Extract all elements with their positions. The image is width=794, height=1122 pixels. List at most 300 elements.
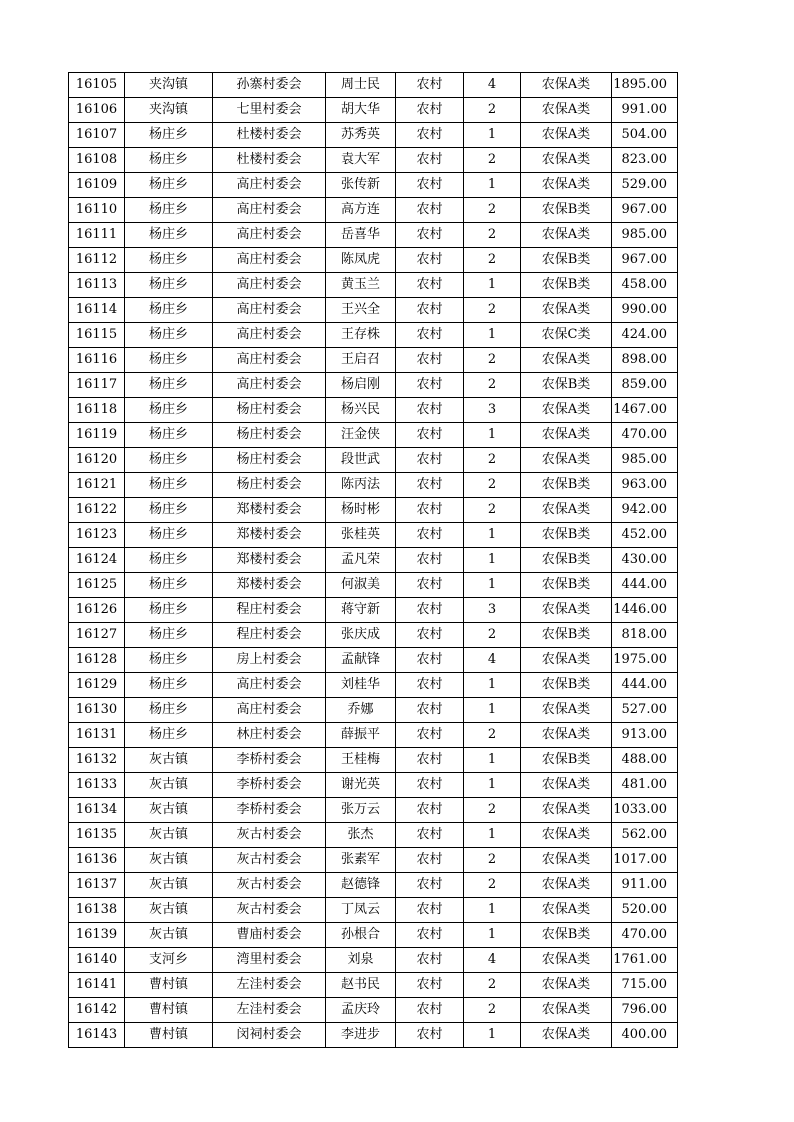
village-committee-cell: 高庄村委会 [213, 348, 326, 373]
person-name-cell: 蒋守新 [326, 598, 396, 623]
household-type-cell: 农村 [396, 523, 464, 548]
township-cell: 杨庄乡 [125, 648, 213, 673]
table-row [69, 598, 678, 623]
table-row [69, 748, 678, 773]
insurance-category-cell: 农保A类 [521, 98, 612, 123]
table-row [69, 948, 678, 973]
township-cell: 杨庄乡 [125, 473, 213, 498]
township-cell: 曹村镇 [125, 1023, 213, 1048]
township-cell: 灰古镇 [125, 898, 213, 923]
record-id-cell: 16133 [69, 773, 125, 798]
family-size-cell: 2 [464, 198, 521, 223]
village-committee-cell: 郑楼村委会 [213, 498, 326, 523]
township-cell: 杨庄乡 [125, 123, 213, 148]
insurance-category-cell: 农保B类 [521, 273, 612, 298]
insurance-category-cell: 农保A类 [521, 598, 612, 623]
table-row [69, 623, 678, 648]
amount-cell: 818.00 [612, 623, 678, 648]
township-cell: 杨庄乡 [125, 673, 213, 698]
insurance-category-cell: 农保A类 [521, 898, 612, 923]
family-size-cell: 2 [464, 623, 521, 648]
insurance-category-cell: 农保A类 [521, 698, 612, 723]
amount-cell: 444.00 [612, 673, 678, 698]
family-size-cell: 2 [464, 473, 521, 498]
insurance-category-cell: 农保A类 [521, 723, 612, 748]
insurance-category-cell: 农保A类 [521, 773, 612, 798]
village-committee-cell: 高庄村委会 [213, 298, 326, 323]
village-committee-cell: 灰古村委会 [213, 848, 326, 873]
person-name-cell: 李进步 [326, 1023, 396, 1048]
insurance-category-cell: 农保B类 [521, 373, 612, 398]
village-committee-cell: 林庄村委会 [213, 723, 326, 748]
insurance-category-cell: 农保A类 [521, 823, 612, 848]
household-type-cell: 农村 [396, 198, 464, 223]
record-id-cell: 16119 [69, 423, 125, 448]
person-name-cell: 杨兴民 [326, 398, 396, 423]
person-name-cell: 张杰 [326, 823, 396, 848]
family-size-cell: 1 [464, 548, 521, 573]
household-type-cell: 农村 [396, 848, 464, 873]
township-cell: 灰古镇 [125, 873, 213, 898]
township-cell: 夹沟镇 [125, 73, 213, 98]
household-type-cell: 农村 [396, 873, 464, 898]
township-cell: 杨庄乡 [125, 398, 213, 423]
record-id-cell: 16137 [69, 873, 125, 898]
household-type-cell: 农村 [396, 398, 464, 423]
table-row [69, 73, 678, 98]
household-type-cell: 农村 [396, 773, 464, 798]
table-row [69, 498, 678, 523]
table-row [69, 323, 678, 348]
record-id-cell: 16110 [69, 198, 125, 223]
family-size-cell: 2 [464, 373, 521, 398]
person-name-cell: 赵德锋 [326, 873, 396, 898]
person-name-cell: 孟凡荣 [326, 548, 396, 573]
amount-cell: 562.00 [612, 823, 678, 848]
insurance-category-cell: 农保B类 [521, 573, 612, 598]
table-row [69, 698, 678, 723]
record-id-cell: 16131 [69, 723, 125, 748]
village-committee-cell: 郑楼村委会 [213, 573, 326, 598]
table-row [69, 398, 678, 423]
amount-cell: 985.00 [612, 448, 678, 473]
village-committee-cell: 高庄村委会 [213, 198, 326, 223]
amount-cell: 424.00 [612, 323, 678, 348]
village-committee-cell: 杨庄村委会 [213, 448, 326, 473]
household-type-cell: 农村 [396, 923, 464, 948]
table-row [69, 573, 678, 598]
insurance-category-cell: 农保A类 [521, 123, 612, 148]
insurance-category-cell: 农保A类 [521, 873, 612, 898]
village-committee-cell: 闵祠村委会 [213, 1023, 326, 1048]
family-size-cell: 4 [464, 948, 521, 973]
family-size-cell: 1 [464, 698, 521, 723]
record-id-cell: 16134 [69, 798, 125, 823]
township-cell: 杨庄乡 [125, 248, 213, 273]
village-committee-cell: 程庄村委会 [213, 623, 326, 648]
household-type-cell: 农村 [396, 473, 464, 498]
insurance-category-cell: 农保A类 [521, 948, 612, 973]
insurance-category-cell: 农保B类 [521, 198, 612, 223]
table-row [69, 223, 678, 248]
village-committee-cell: 李桥村委会 [213, 748, 326, 773]
township-cell: 杨庄乡 [125, 148, 213, 173]
person-name-cell: 赵书民 [326, 973, 396, 998]
table-row [69, 423, 678, 448]
family-size-cell: 2 [464, 448, 521, 473]
record-id-cell: 16120 [69, 448, 125, 473]
insurance-category-cell: 农保A类 [521, 423, 612, 448]
person-name-cell: 刘桂华 [326, 673, 396, 698]
amount-cell: 911.00 [612, 873, 678, 898]
township-cell: 灰古镇 [125, 773, 213, 798]
record-id-cell: 16123 [69, 523, 125, 548]
record-id-cell: 16132 [69, 748, 125, 773]
amount-cell: 430.00 [612, 548, 678, 573]
record-id-cell: 16128 [69, 648, 125, 673]
insurance-category-cell: 农保B类 [521, 473, 612, 498]
village-committee-cell: 灰古村委会 [213, 873, 326, 898]
person-name-cell: 张庆成 [326, 623, 396, 648]
person-name-cell: 孟献锋 [326, 648, 396, 673]
township-cell: 杨庄乡 [125, 698, 213, 723]
insurance-category-cell: 农保A类 [521, 848, 612, 873]
household-type-cell: 农村 [396, 573, 464, 598]
record-id-cell: 16107 [69, 123, 125, 148]
township-cell: 杨庄乡 [125, 623, 213, 648]
table-row [69, 998, 678, 1023]
record-id-cell: 16126 [69, 598, 125, 623]
record-id-cell: 16106 [69, 98, 125, 123]
village-committee-cell: 程庄村委会 [213, 598, 326, 623]
insurance-category-cell: 农保A类 [521, 223, 612, 248]
village-committee-cell: 高庄村委会 [213, 223, 326, 248]
table-row [69, 198, 678, 223]
family-size-cell: 1 [464, 1023, 521, 1048]
table-row [69, 348, 678, 373]
amount-cell: 481.00 [612, 773, 678, 798]
person-name-cell: 杨启刚 [326, 373, 396, 398]
table-row [69, 823, 678, 848]
household-type-cell: 农村 [396, 648, 464, 673]
family-size-cell: 2 [464, 848, 521, 873]
record-id-cell: 16140 [69, 948, 125, 973]
household-type-cell: 农村 [396, 448, 464, 473]
household-type-cell: 农村 [396, 223, 464, 248]
village-committee-cell: 房上村委会 [213, 648, 326, 673]
insurance-category-cell: 农保A类 [521, 148, 612, 173]
family-size-cell: 2 [464, 148, 521, 173]
table-body [69, 73, 678, 1048]
amount-cell: 1761.00 [612, 948, 678, 973]
amount-cell: 470.00 [612, 423, 678, 448]
household-type-cell: 农村 [396, 973, 464, 998]
record-id-cell: 16124 [69, 548, 125, 573]
record-id-cell: 16114 [69, 298, 125, 323]
person-name-cell: 刘泉 [326, 948, 396, 973]
village-committee-cell: 杨庄村委会 [213, 473, 326, 498]
village-committee-cell: 高庄村委会 [213, 673, 326, 698]
insurance-category-cell: 农保A类 [521, 398, 612, 423]
table-row [69, 248, 678, 273]
record-id-cell: 16127 [69, 623, 125, 648]
table-row [69, 1023, 678, 1048]
amount-cell: 967.00 [612, 248, 678, 273]
township-cell: 灰古镇 [125, 848, 213, 873]
table-row [69, 273, 678, 298]
record-id-cell: 16116 [69, 348, 125, 373]
household-type-cell: 农村 [396, 798, 464, 823]
household-type-cell: 农村 [396, 898, 464, 923]
township-cell: 杨庄乡 [125, 273, 213, 298]
amount-cell: 990.00 [612, 298, 678, 323]
person-name-cell: 岳喜华 [326, 223, 396, 248]
person-name-cell: 丁凤云 [326, 898, 396, 923]
township-cell: 杨庄乡 [125, 373, 213, 398]
insurance-category-cell: 农保B类 [521, 623, 612, 648]
record-id-cell: 16122 [69, 498, 125, 523]
amount-cell: 967.00 [612, 198, 678, 223]
household-type-cell: 农村 [396, 98, 464, 123]
amount-cell: 1975.00 [612, 648, 678, 673]
family-size-cell: 2 [464, 98, 521, 123]
township-cell: 杨庄乡 [125, 423, 213, 448]
village-committee-cell: 高庄村委会 [213, 698, 326, 723]
household-type-cell: 农村 [396, 498, 464, 523]
family-size-cell: 2 [464, 723, 521, 748]
township-cell: 曹村镇 [125, 998, 213, 1023]
record-id-cell: 16109 [69, 173, 125, 198]
village-committee-cell: 左洼村委会 [213, 973, 326, 998]
person-name-cell: 张传新 [326, 173, 396, 198]
insurance-category-cell: 农保A类 [521, 798, 612, 823]
household-type-cell: 农村 [396, 823, 464, 848]
table-row [69, 798, 678, 823]
insurance-category-cell: 农保A类 [521, 298, 612, 323]
family-size-cell: 3 [464, 598, 521, 623]
person-name-cell: 王兴全 [326, 298, 396, 323]
person-name-cell: 陈丙法 [326, 473, 396, 498]
village-committee-cell: 七里村委会 [213, 98, 326, 123]
township-cell: 杨庄乡 [125, 548, 213, 573]
insurance-category-cell: 农保A类 [521, 498, 612, 523]
village-committee-cell: 左洼村委会 [213, 998, 326, 1023]
insurance-category-cell: 农保B类 [521, 748, 612, 773]
person-name-cell: 陈凤虎 [326, 248, 396, 273]
amount-cell: 470.00 [612, 923, 678, 948]
table-row [69, 673, 678, 698]
family-size-cell: 1 [464, 573, 521, 598]
amount-cell: 823.00 [612, 148, 678, 173]
amount-cell: 1895.00 [612, 73, 678, 98]
family-size-cell: 1 [464, 823, 521, 848]
person-name-cell: 谢光英 [326, 773, 396, 798]
township-cell: 夹沟镇 [125, 98, 213, 123]
table-row [69, 873, 678, 898]
record-id-cell: 16108 [69, 148, 125, 173]
table-row [69, 523, 678, 548]
record-id-cell: 16130 [69, 698, 125, 723]
village-committee-cell: 杨庄村委会 [213, 398, 326, 423]
village-committee-cell: 杜楼村委会 [213, 148, 326, 173]
household-type-cell: 农村 [396, 998, 464, 1023]
person-name-cell: 乔娜 [326, 698, 396, 723]
township-cell: 杨庄乡 [125, 598, 213, 623]
person-name-cell: 胡大华 [326, 98, 396, 123]
family-size-cell: 1 [464, 673, 521, 698]
township-cell: 杨庄乡 [125, 448, 213, 473]
family-size-cell: 2 [464, 248, 521, 273]
household-type-cell: 农村 [396, 623, 464, 648]
household-type-cell: 农村 [396, 373, 464, 398]
township-cell: 灰古镇 [125, 923, 213, 948]
household-type-cell: 农村 [396, 1023, 464, 1048]
village-committee-cell: 灰古村委会 [213, 823, 326, 848]
village-committee-cell: 郑楼村委会 [213, 548, 326, 573]
household-type-cell: 农村 [396, 698, 464, 723]
township-cell: 杨庄乡 [125, 723, 213, 748]
household-type-cell: 农村 [396, 598, 464, 623]
amount-cell: 985.00 [612, 223, 678, 248]
amount-cell: 444.00 [612, 573, 678, 598]
record-id-cell: 16136 [69, 848, 125, 873]
table-row [69, 123, 678, 148]
amount-cell: 400.00 [612, 1023, 678, 1048]
village-committee-cell: 曹庙村委会 [213, 923, 326, 948]
amount-cell: 963.00 [612, 473, 678, 498]
household-type-cell: 农村 [396, 248, 464, 273]
table-row [69, 98, 678, 123]
table-row [69, 898, 678, 923]
household-type-cell: 农村 [396, 298, 464, 323]
record-id-cell: 16113 [69, 273, 125, 298]
table-row [69, 298, 678, 323]
village-committee-cell: 高庄村委会 [213, 248, 326, 273]
table-row [69, 848, 678, 873]
household-type-cell: 农村 [396, 173, 464, 198]
insurance-category-cell: 农保B类 [521, 548, 612, 573]
family-size-cell: 4 [464, 73, 521, 98]
amount-cell: 1446.00 [612, 598, 678, 623]
township-cell: 支河乡 [125, 948, 213, 973]
record-id-cell: 16135 [69, 823, 125, 848]
amount-cell: 942.00 [612, 498, 678, 523]
family-size-cell: 2 [464, 973, 521, 998]
record-id-cell: 16111 [69, 223, 125, 248]
household-type-cell: 农村 [396, 748, 464, 773]
township-cell: 杨庄乡 [125, 348, 213, 373]
household-type-cell: 农村 [396, 348, 464, 373]
family-size-cell: 2 [464, 223, 521, 248]
table-row [69, 548, 678, 573]
person-name-cell: 杨时彬 [326, 498, 396, 523]
person-name-cell: 黄玉兰 [326, 273, 396, 298]
family-size-cell: 2 [464, 298, 521, 323]
insurance-category-cell: 农保A类 [521, 973, 612, 998]
household-type-cell: 农村 [396, 548, 464, 573]
family-size-cell: 1 [464, 748, 521, 773]
table-row [69, 373, 678, 398]
township-cell: 杨庄乡 [125, 573, 213, 598]
amount-cell: 1467.00 [612, 398, 678, 423]
insurance-category-cell: 农保A类 [521, 648, 612, 673]
person-name-cell: 汪金侠 [326, 423, 396, 448]
township-cell: 曹村镇 [125, 973, 213, 998]
person-name-cell: 张万云 [326, 798, 396, 823]
village-committee-cell: 孙寨村委会 [213, 73, 326, 98]
township-cell: 灰古镇 [125, 823, 213, 848]
township-cell: 杨庄乡 [125, 523, 213, 548]
household-type-cell: 农村 [396, 423, 464, 448]
amount-cell: 458.00 [612, 273, 678, 298]
township-cell: 杨庄乡 [125, 173, 213, 198]
record-id-cell: 16121 [69, 473, 125, 498]
insurance-category-cell: 农保A类 [521, 73, 612, 98]
amount-cell: 527.00 [612, 698, 678, 723]
insurance-category-cell: 农保B类 [521, 673, 612, 698]
amount-cell: 715.00 [612, 973, 678, 998]
insurance-category-cell: 农保C类 [521, 323, 612, 348]
village-committee-cell: 高庄村委会 [213, 273, 326, 298]
table-row [69, 773, 678, 798]
family-size-cell: 1 [464, 123, 521, 148]
record-id-cell: 16143 [69, 1023, 125, 1048]
table-row [69, 648, 678, 673]
township-cell: 灰古镇 [125, 798, 213, 823]
amount-cell: 1033.00 [612, 798, 678, 823]
person-name-cell: 孟庆玲 [326, 998, 396, 1023]
person-name-cell: 孙根合 [326, 923, 396, 948]
person-name-cell: 高方连 [326, 198, 396, 223]
amount-cell: 504.00 [612, 123, 678, 148]
insurance-category-cell: 农保B类 [521, 923, 612, 948]
village-committee-cell: 湾里村委会 [213, 948, 326, 973]
family-size-cell: 1 [464, 423, 521, 448]
table-row [69, 923, 678, 948]
record-id-cell: 16125 [69, 573, 125, 598]
insurance-category-cell: 农保B类 [521, 523, 612, 548]
household-type-cell: 农村 [396, 323, 464, 348]
family-size-cell: 2 [464, 873, 521, 898]
township-cell: 灰古镇 [125, 748, 213, 773]
table-row [69, 723, 678, 748]
family-size-cell: 1 [464, 773, 521, 798]
record-id-cell: 16139 [69, 923, 125, 948]
village-committee-cell: 高庄村委会 [213, 323, 326, 348]
record-id-cell: 16112 [69, 248, 125, 273]
amount-cell: 859.00 [612, 373, 678, 398]
insurance-category-cell: 农保A类 [521, 998, 612, 1023]
amount-cell: 1017.00 [612, 848, 678, 873]
table-row [69, 173, 678, 198]
data-table [68, 72, 678, 1048]
family-size-cell: 2 [464, 498, 521, 523]
record-id-cell: 16141 [69, 973, 125, 998]
person-name-cell: 段世武 [326, 448, 396, 473]
township-cell: 杨庄乡 [125, 198, 213, 223]
record-id-cell: 16118 [69, 398, 125, 423]
village-committee-cell: 高庄村委会 [213, 373, 326, 398]
household-type-cell: 农村 [396, 123, 464, 148]
table-row [69, 473, 678, 498]
village-committee-cell: 李桥村委会 [213, 798, 326, 823]
village-committee-cell: 高庄村委会 [213, 173, 326, 198]
person-name-cell: 苏秀英 [326, 123, 396, 148]
person-name-cell: 张桂英 [326, 523, 396, 548]
township-cell: 杨庄乡 [125, 223, 213, 248]
amount-cell: 520.00 [612, 898, 678, 923]
township-cell: 杨庄乡 [125, 298, 213, 323]
